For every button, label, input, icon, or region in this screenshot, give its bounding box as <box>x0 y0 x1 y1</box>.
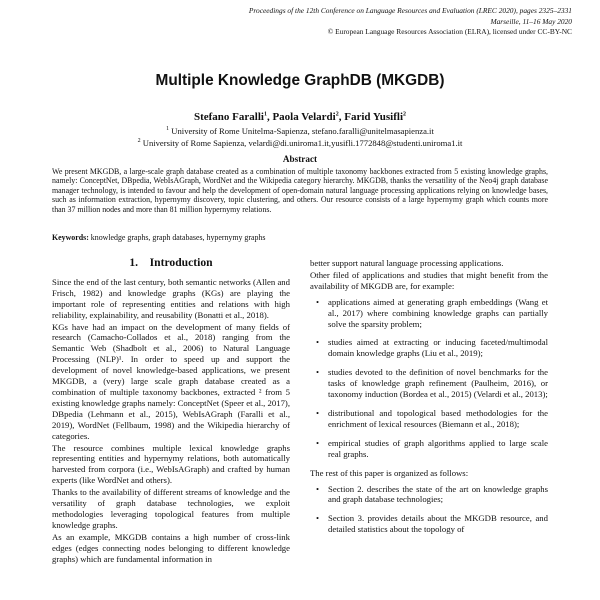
applications-list <box>310 297 548 460</box>
proceedings-header <box>152 6 572 38</box>
list-item-text: Section 2. describes the state of the art on knowledge graphs and graph database technologies; <box>328 483 548 505</box>
list-item <box>310 513 548 535</box>
list-item-text: distributional and topological based methodologies for the enrichment of lexical resources (Biemann et al., 2018); <box>328 407 548 429</box>
list-item-text: studies devoted to the definition of novel benchmarks for the tasks of knowledge graph refinement (Paulheim, 2016), or taxonomy induction (Bordea et al., 2015) (Velardi et al., 2013); <box>328 367 548 400</box>
section-title: Introduction <box>149 256 213 269</box>
paper-title: Multiple Knowledge GraphDB (MKGDB) <box>155 72 445 89</box>
list-item <box>310 337 548 359</box>
affiliation-2 <box>0 138 600 148</box>
list-item <box>310 408 548 430</box>
section-number: 1. <box>129 256 139 269</box>
author-3: Farid Yusifli <box>344 111 403 123</box>
bullet-icon: • <box>316 513 320 524</box>
header-line-2: Marseille, 11–16 May 2020 <box>490 16 572 26</box>
right-column <box>310 258 548 543</box>
list-item-text: Section 3. provides details about the MKGDB resource, and detailed statistics about the topology of <box>328 513 548 535</box>
list-item <box>310 297 548 330</box>
affiliation-1 <box>0 126 600 136</box>
intro-paragraph-2: KGs have had an impact on the development of many fields of research (Camacho-Collados et al., 2018) ranging from the Semantic Web (Shadbolt et al., 2006) to Natural Language Processing (NLP)¹. In order to speed up and support the development of novel knowledge-based applications, we present MKGDB, a (very) large scale graph database created as a combination of multiple taxonomy backbones, extracted ² from 5 existing knowledge graphs namely: ConceptNet (Speer et al., 2017), DBpedia (Lehmann et al., 2015), WebIsAGraph (Faralli et al., 2019), WordNet (Fellbaum, 1998) and the Wikipedia hierarchy of categories. <box>52 321 290 441</box>
left-column <box>52 258 290 565</box>
list-item-text: applications aimed at generating graph embeddings (Wang et al., 2017) where combining knowledge graphs can partially solve the sparsity problem; <box>328 296 548 329</box>
list-item <box>310 367 548 400</box>
right-intro: better support natural language processing applications. <box>310 258 504 268</box>
bullet-icon: • <box>316 337 320 348</box>
affiliation-2-text: University of Rome Sapienza, velardi@di.uniroma1.it,yusifli.1772848@studenti.uniroma1.it <box>142 137 463 148</box>
intro-paragraph-4: Thanks to the availability of different streams of knowledge and the versatility of graph database technologies, we exploit methodologies leveraging topological features from multiple knowledge graphs. <box>52 487 290 530</box>
list-item-text: empirical studies of graph algorithms applied to large scale real graphs. <box>328 437 548 459</box>
affiliation-1-text: University of Rome Unitelma-Sapienza, stefano.faralli@unitelmasapienza.it <box>171 126 434 136</box>
intro-paragraph-5: As an example, MKGDB contains a high number of cross-link edges (edges connecting nodes belonging to different knowledge graphs) which are fundamental information in <box>52 531 290 564</box>
author-1: Stefano Faralli <box>193 111 264 123</box>
bullet-icon: • <box>316 407 320 418</box>
bullet-icon: • <box>316 437 320 448</box>
keywords <box>52 233 548 242</box>
section-heading <box>52 258 290 269</box>
affiliation-2-sup: 2 <box>137 137 141 144</box>
affiliation-1-sup: 1 <box>166 126 170 133</box>
intro-paragraph-3: The resource combines multiple lexical knowledge graphs representing entities and hypernymy relations, both automatically harvested from corpora (i.e., WebIsAGraph) and crafted by human experts (like WordNet and others). <box>52 442 290 486</box>
abstract-text: We present MKGDB, a large-scale graph database created as a combination of multiple taxonomy backbones extracted from 5 existing knowledge graphs, namely: ConceptNet, DBpedia, WebIsAGraph, WordNet and the Wikipedia category hierarchy. MKGDB, thanks the versatility of the Neo4j graph database manager technology, is intended to favour and help the development of open-domain natural language processing applications relying on knowledge bases, such as information extraction, hypernymy discovery, topic clustering, and others. Our resource consists of a large hypernymy graph which counts more than 37 million nodes and more than 81 million hypernymy relations. <box>52 167 548 214</box>
bullet-icon: • <box>316 483 320 494</box>
keywords-text: knowledge graphs, graph databases, hypernymy graphs <box>88 233 266 242</box>
abstract-heading: Abstract <box>282 154 318 164</box>
intro-paragraph-1: Since the end of the last century, both semantic networks (Allen and Frisch, 1982) and knowledge graphs (KGs) are playing the important role of representing entities and relations with high reliability, explainability, and reusability (Bonatti et al., 2018). <box>52 276 290 320</box>
author-2: Paola Velardi <box>272 111 336 123</box>
list-item <box>310 484 548 506</box>
bullet-icon: • <box>316 296 320 307</box>
bullet-icon: • <box>316 367 320 378</box>
list-item <box>310 438 548 460</box>
author-3-sup: 2 <box>403 111 406 118</box>
author-1-sup: 1 <box>263 111 267 118</box>
author-sep-1: , <box>266 111 273 123</box>
outline-list <box>310 484 548 536</box>
right-intro-2: Other filed of applications and studies that might benefit from the availability of MKGDB are, for example: <box>310 269 548 291</box>
author-list <box>0 111 600 123</box>
outline-intro: The rest of this paper is organized as follows: <box>310 467 469 478</box>
list-item-text: studies aimed at extracting or inducing faceted/multimodal domain knowledge graphs (Liu et al., 2019); <box>328 337 548 359</box>
author-2-sup: 2 <box>335 111 339 118</box>
author-sep-2: , <box>338 111 345 123</box>
header-line-1: Proceedings of the 12th Conference on Language Resources and Evaluation (LREC 2020), pages 2325–2331 <box>248 6 572 15</box>
keywords-label: Keywords: <box>52 233 89 242</box>
header-line-3: © European Language Resources Association (ELRA), licensed under CC-BY-NC <box>327 27 572 36</box>
